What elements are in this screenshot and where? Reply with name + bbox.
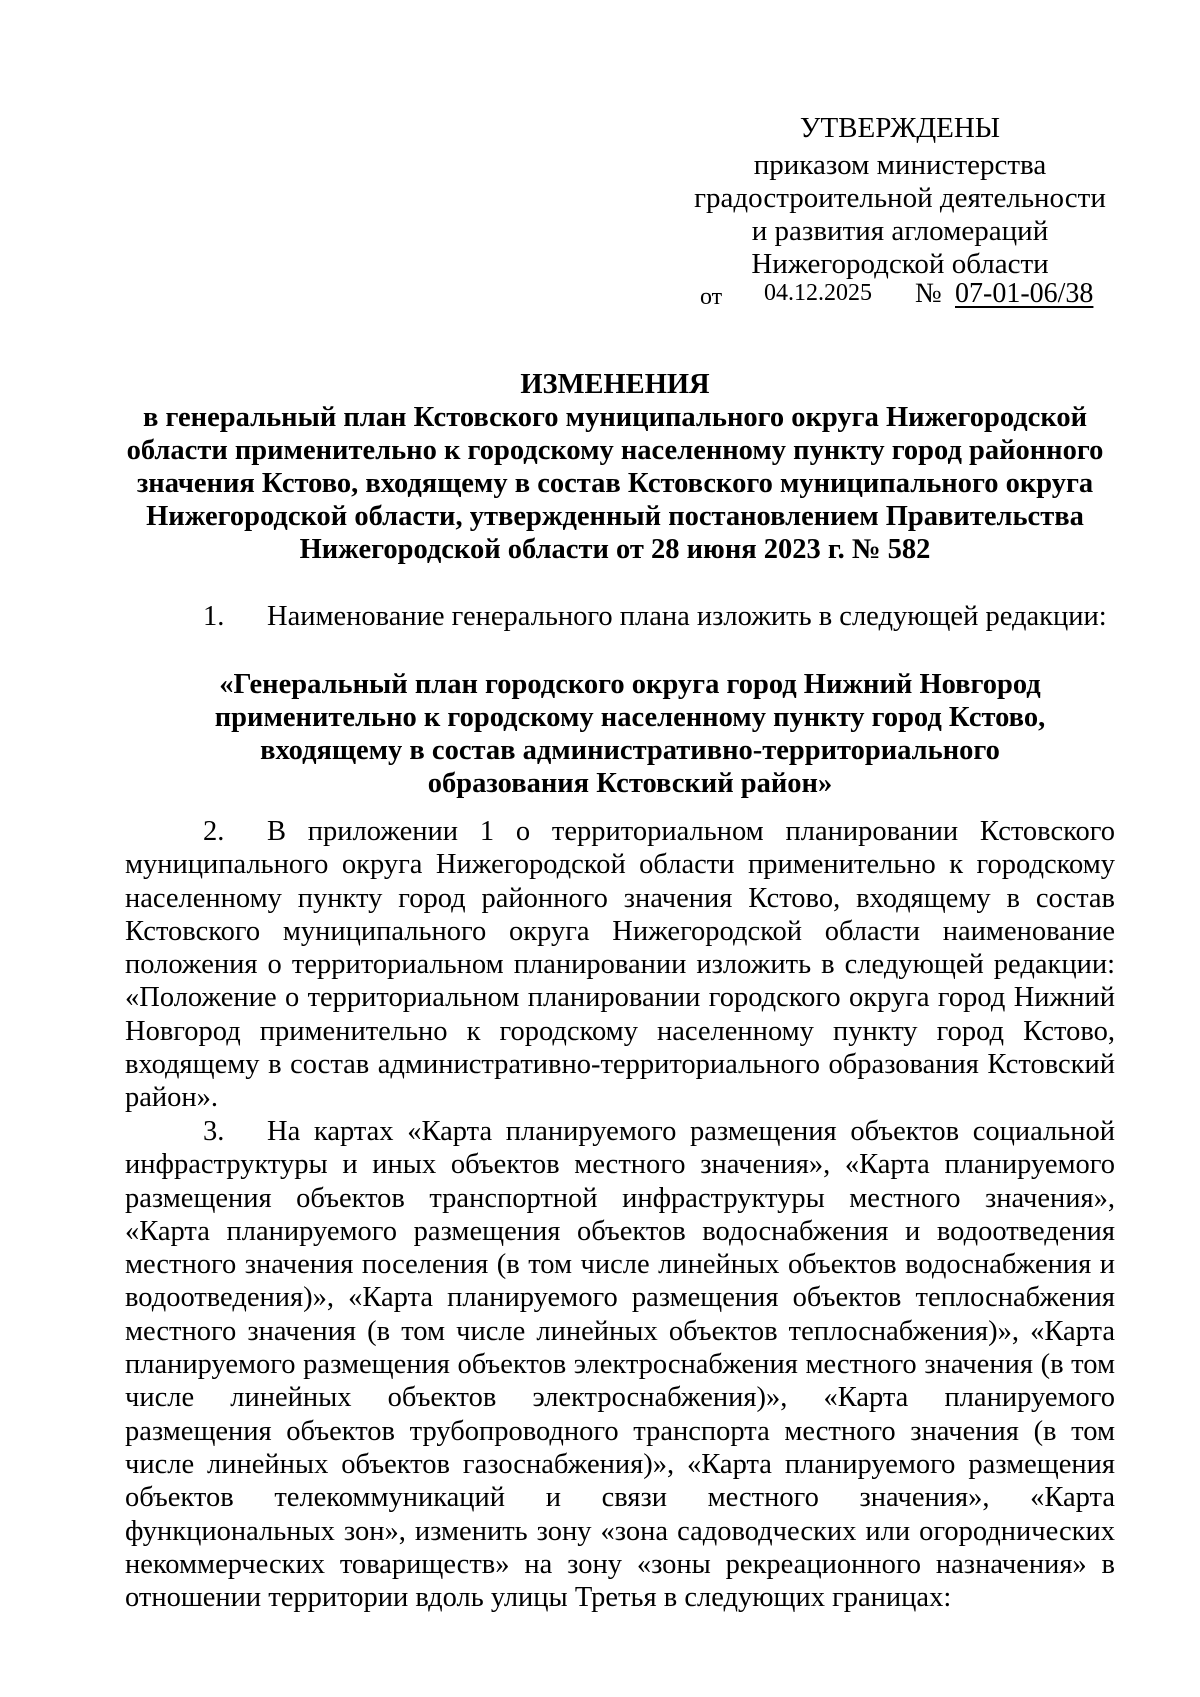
order-date: 04.12.2025 bbox=[764, 280, 872, 306]
paragraph-2 bbox=[125, 815, 1115, 1115]
paragraph-text: В приложении 1 о территориальном планировании Кстовского муниципального округа Нижегородской области применительно к городскому населенному пункту город районного значения Кстово, входящему в состав Кстовского муниципального округа Нижегородской области наименование положения о территориальном планировании изложить в следующей редакции: «Положение о территориальном планировании городского округа город Нижний Новгород применительно к городскому населенному пункту город Кстово, входящему в состав административно-территориального образования Кстовский район». bbox=[125, 816, 1115, 1114]
approval-line: Нижегородской области bbox=[751, 248, 1049, 280]
order-number: 07-01-06/38 bbox=[955, 278, 1094, 309]
paragraph-number: 3. bbox=[203, 1116, 225, 1147]
paragraph-1 bbox=[125, 600, 1115, 633]
approval-title: УТВЕРЖДЕНЫ bbox=[799, 112, 1001, 144]
order-number-sign: № bbox=[915, 278, 942, 309]
paragraph-text: Наименование генерального плана изложить в следующей редакции: bbox=[267, 601, 1107, 632]
document-subtitle: в генеральный план Кстовского муниципального округа Нижегородской области применительно к городскому населенному пункту город районного значения Кстово, входящему в состав Кстовского муниципального округа Нижегородской области, утвержденный постановлением Правительства Нижегородской области от 28 июня 2023 г. № 582 bbox=[126, 402, 1104, 565]
order-reference bbox=[700, 278, 1120, 314]
approval-line: и развития агломераций bbox=[751, 215, 1049, 247]
order-from-label: от bbox=[700, 284, 723, 310]
paragraph-number: 2. bbox=[203, 816, 225, 847]
approval-line: градостроительной деятельности bbox=[694, 182, 1106, 214]
paragraph-3 bbox=[125, 1115, 1115, 1614]
document-title bbox=[125, 368, 1105, 566]
new-plan-title: «Генеральный план городского округа город Нижний Новгород применительно к городскому населенному пункту город Кстово, входящему в состав административно-территориального образования Кстовский район» bbox=[214, 669, 1046, 799]
paragraph-number: 1. bbox=[203, 601, 225, 632]
paragraph-text: На картах «Карта планируемого размещения объектов социальной инфраструктуры и иных объектов местного значения», «Карта планируемого размещения объектов транспортной инфраструктуры местного значения», «Карта планируемого размещения объектов водоснабжения и водоотведения местного значения поселения (в том числе линейных объектов водоснабжения и водоотведения)», «Карта планируемого размещения объектов теплоснабжения местного значения (в том числе линейных объектов теплоснабжения)», «Карта планируемого размещения объектов электроснабжения местного значения (в том числе линейных объектов электроснабжения)», «Карта планируемого размещения объектов трубопроводного транспорта местного значения (в том числе линейных объектов газоснабжения)», «Карта планируемого размещения объектов телекоммуникаций и связи местного значения», «Карта функциональных зон», изменить зону «зона садоводческих или огороднических некоммерческих товариществ» на зону «зоны рекреационного назначения» в отношении территории вдоль улицы Третья в следующих границах: bbox=[125, 1116, 1115, 1614]
approval-line: приказом министерства bbox=[753, 149, 1047, 181]
approval-block bbox=[690, 112, 1110, 281]
document-heading: ИЗМЕНЕНИЯ bbox=[520, 369, 710, 400]
